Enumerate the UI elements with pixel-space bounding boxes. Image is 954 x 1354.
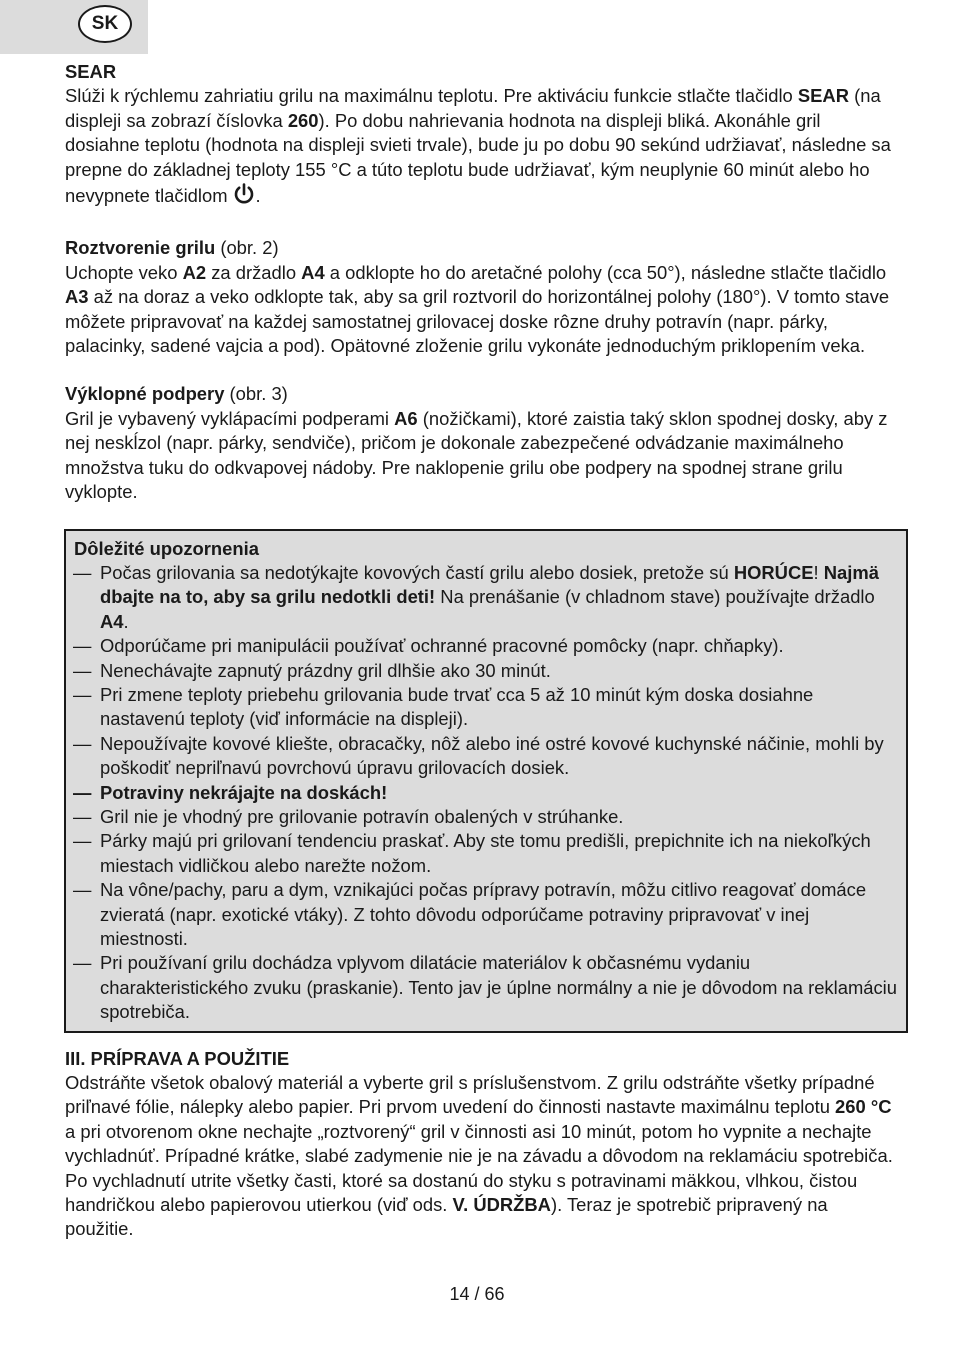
paragraph: Slúži k rýchlemu zahriatiu grilu na maximálnu teplotu. Pre aktiváciu funkcie stlačte tlačidlo SEAR (na displeji sa zobrazí číslovka 260). Po dobu nahrievania hodnota na displeji bliká. Akonáhle gril dosiahne teplotu (hodnota na displeji svieti trvale), bude ju po dobu 90 sekúnd udržiavať, následne sa prepne do základnej teploty 155 °C a túto teplotu bude udržiavať, kým neuplynie 60 minút alebo ho nevypnete tlačidlom . [65, 84, 895, 212]
language-tab [0, 0, 148, 54]
list-item: — Pri zmene teploty priebehu grilovania bude trvať cca 5 až 10 minút kým doska dosiahne nastavenú teploty (viď informácie na displeji). [73, 683, 814, 730]
section-sear [65, 60, 895, 212]
list-item: — Gril nie je vhodný pre grilovanie potravín obalených v strúhanke. [73, 805, 624, 827]
section-opening: Roztvorenie grilu (obr. 2) Uchopte veko A2 za držadlo A4 a odklopte ho do aretačné polohy (cca 50°), následne stlačte tlačidlo A3 až na doraz a veko odklopte tak, aby sa gril roztvoril do horizontálnej polohy (180°). V tomto stave môžete pripravovať na každej samostatnej grilovacej doske rôzne druhy potravín (napr. párky, palacinky, sadené vajcia a pod). Opätovné zloženie grilu vykonáte jednoduchým priklopením veka. [65, 236, 895, 358]
paragraph: Odstráňte všetok obalový materiál a vyberte gril s príslušenstvom. Z grilu odstráňte všetky prípadné priľnavé fólie, nálepky alebo papier. Pri prvom uvedení do činnosti nastavte maximálnu teplotu 260 °C a pri otvorenom okne nechajte „roztvorený“ gril v činnosti asi 10 minút, potom ho vypnite a nechajte vychladnúť. Prípadné krátke, slabé zadymenie nie je na závadu a dôvodom na reklamáciu spotrebiča. Po vychladnutí utrite všetky časti, ktoré sa dostanú do styku s potravinami mäkkou, vlhkou, čistou handričkou alebo papierovou utierkou (viď ods. V. ÚDRŽBA). Teraz je spotrebič pripravený na použitie. [65, 1072, 893, 1240]
warning-box [64, 529, 908, 1033]
paragraph: Gril je vybavený vyklápacími podperami A6 (nožičkami), ktoré zaistia taký sklon spodnej dosky, aby z nej neskĺzol (napr. párky, sendviče), pričom je dokonale zabezpečené odvádzanie maximálneho množstva tuku do odkvapovej nádoby. Pre naklopenie grilu obe podpery na spodnej strane grilu vyklopte. [65, 407, 888, 503]
list-item: — Na vône/pachy, paru a dym, vznikajúci počas prípravy potravín, môžu citlivo reagovať domáce zvieratá (napr. exotické vtáky). Z tohto dôvodu odporúčame potraviny pripravovať v inej miestnosti. [73, 879, 867, 949]
list-item: — Nepoužívajte kovové kliešte, obracačky, nôž alebo iné ostré kovové kuchynské náčinie, mohli by poškodiť nepriľnavú povrchovú úpravu grilovacích dosiek. [73, 732, 884, 779]
section-preparation [65, 1047, 895, 1242]
list-item: — Odporúčame pri manipulácii používať ochranné pracovné pomôcky (napr. chňapky). [73, 635, 784, 657]
paragraph: Uchopte veko A2 za držadlo A4 a odklopte ho do aretačné polohy (cca 50°), následne stlačte tlačidlo A3 až na doraz a veko odklopte tak, aby sa gril roztvoril do horizontálnej polohy (180°). V tomto stave môžete pripravovať na každej samostatnej grilovacej doske rôzne druhy potravín (napr. párky, palacinky, sadené vajcia a pod). Opätovné zloženie grilu vykonáte jednoduchým priklopením veka. [65, 261, 890, 357]
warning-title: Dôležité upozornenia [74, 537, 259, 559]
list-item: — Počas grilovania sa nedotýkajte kovových častí grilu alebo dosiek, pretože sú HORÚCE! Najmä dbajte na to, aby sa grilu nedotkli deti! Na prenášanie (v chladnom stave) používajte držadlo A4. [73, 561, 879, 632]
list-item: — Párky majú pri grilovaní tendenciu praskať. Aby ste tomu predišli, prepichnite ich na niekoľkých miestach vidličkou alebo narežte nožom. [73, 830, 871, 876]
page-content [65, 60, 898, 1242]
list-item: — Nenechávajte zapnutý prázdny gril dlhšie ako 30 minút. [73, 659, 551, 681]
page-number: 14 / 66 [449, 1284, 505, 1304]
section-title: Roztvorenie grilu [65, 237, 216, 259]
section-title: Výklopné podpery [65, 383, 225, 405]
list-item: — Pri používaní grilu dochádza vplyvom dilatácie materiálov k občasnému vydaniu charakteristického zvuku (praskanie). Tento jav je úplne normálny a nie je dôvodom na reklamáciu spotrebiča. [73, 952, 898, 1023]
language-badge: SK [78, 5, 132, 43]
power-icon [232, 182, 256, 212]
section-legs: Výklopné podpery (obr. 3) Gril je vybavený vyklápacími podperami A6 (nožičkami), ktoré zaistia taký sklon spodnej dosky, aby z nej neskĺzol (napr. párky, sendviče), pričom je dokonale zabezpečené odvádzanie maximálneho množstva tuku do odkvapovej nádoby. Pre naklopenie grilu obe podpery na spodnej strane grilu vyklopte. [65, 382, 895, 504]
section-title: SEAR [65, 61, 117, 82]
section-title: III. PRÍPRAVA A POUŽITIE [65, 1047, 290, 1069]
list-item: — Potraviny nekrájajte na doskách! [73, 781, 388, 803]
